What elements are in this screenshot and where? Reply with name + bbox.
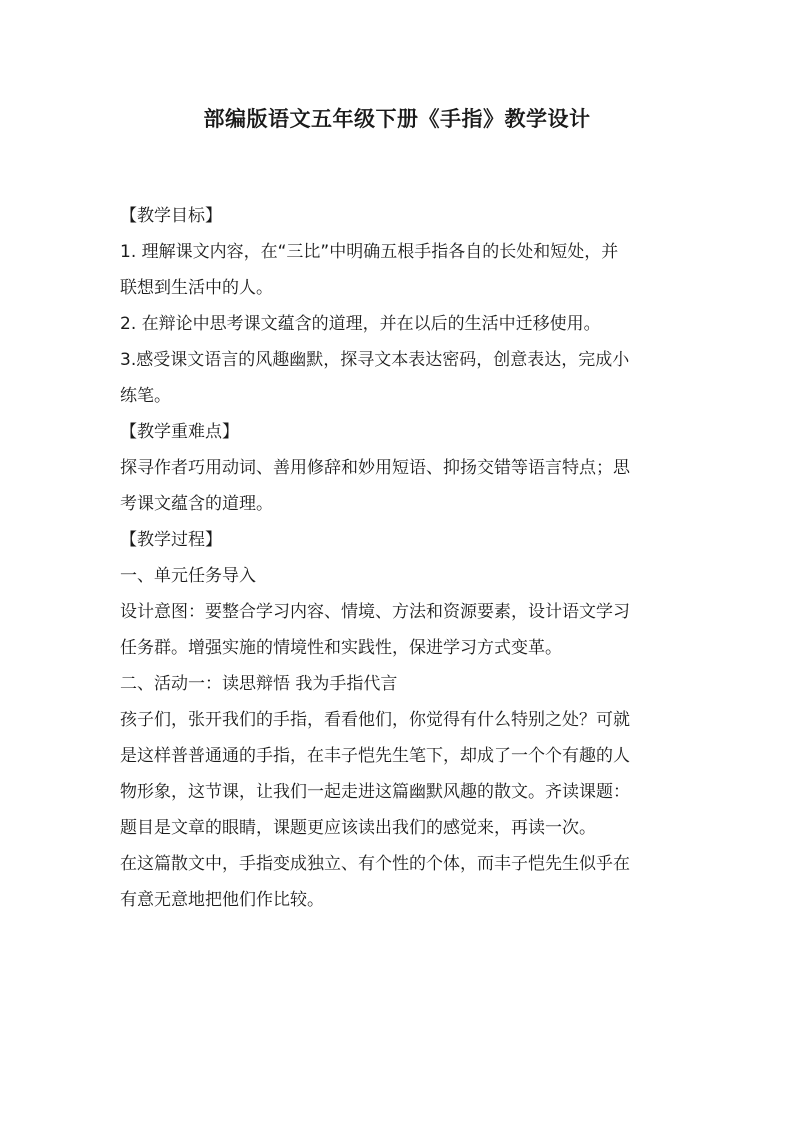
paragraph-line: 练笔。: [120, 386, 171, 406]
paragraph-line: 探寻作者巧用动词、善用修辞和妙用短语、抑扬交错等语言特点；思: [120, 458, 630, 478]
paragraph-line: 3.感受课文语言的风趣幽默，探寻文本表达密码，创意表达，完成小: [120, 350, 630, 370]
paragraph-line: 是这样普普通通的手指，在丰子恺先生笔下，却成了一个个有趣的人: [120, 746, 630, 766]
document-body: [120, 198, 680, 918]
subsection-heading: 二、活动一：读思辩悟 我为手指代言: [120, 674, 398, 694]
paragraph-line: 孩子们，张开我们的手指，看看他们，你觉得有什么特别之处？可就: [120, 710, 630, 730]
paragraph-line: 考课文蕴含的道理。: [120, 494, 273, 514]
paragraph-line: 有意无意地把他们作比较。: [120, 890, 324, 910]
paragraph-line: 设计意图：要整合学习内容、情境、方法和资源要素，设计语文学习: [120, 602, 630, 622]
paragraph-line: 2. 在辩论中思考课文蕴含的道理，并在以后的生活中迁移使用。: [120, 314, 601, 334]
paragraph-line: 1. 理解课文内容，在“三比”中明确五根手指各自的长处和短处，并: [120, 242, 619, 262]
paragraph-line: 物形象，这节课，让我们一起走进这篇幽默风趣的散文。齐读课题：: [120, 782, 630, 802]
paragraph-line: 题目是文章的眼睛，课题更应该读出我们的感觉来，再读一次。: [120, 818, 596, 838]
document-title: 部编版语文五年级下册《手指》教学设计: [203, 107, 591, 131]
paragraph-line: 联想到生活中的人。: [120, 278, 273, 298]
subsection-heading: 一、单元任务导入: [120, 566, 256, 586]
paragraph-line: 任务群。增强实施的情境性和实践性，保进学习方式变革。: [120, 638, 562, 658]
section-heading-objectives: 【教学目标】: [120, 206, 222, 226]
section-heading-process: 【教学过程】: [120, 530, 222, 550]
section-heading-key-points: 【教学重难点】: [120, 422, 239, 442]
paragraph-line: 在这篇散文中，手指变成独立、有个性的个体，而丰子恺先生似乎在: [120, 854, 630, 874]
